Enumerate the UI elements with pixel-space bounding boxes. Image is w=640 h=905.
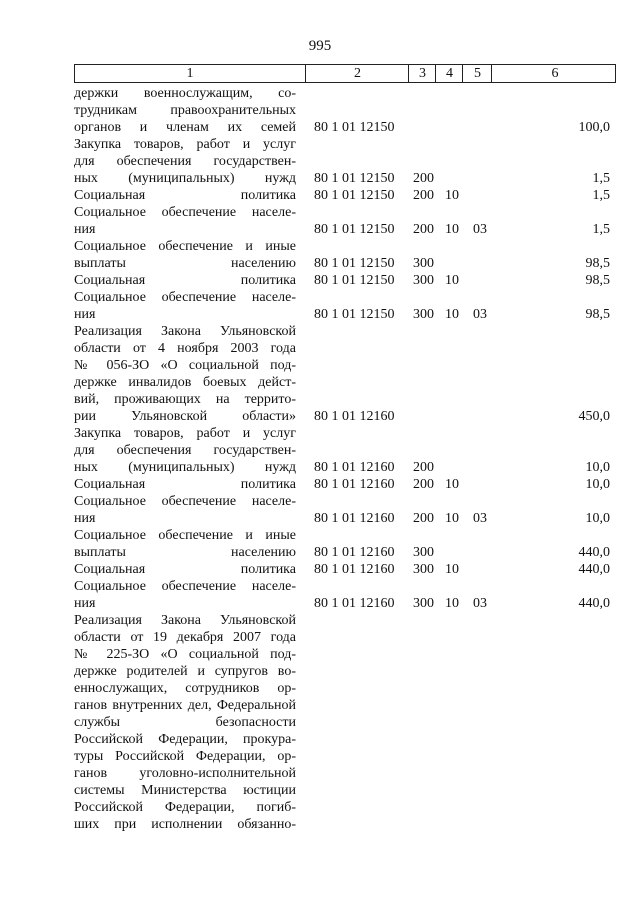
- row-code: 80 1 01 12150: [314, 256, 395, 271]
- row-section: 10: [445, 596, 459, 611]
- row-expense-type: 300: [413, 273, 434, 288]
- table-row: [74, 204, 616, 238]
- table-row: [74, 493, 616, 527]
- table-body: [74, 85, 616, 833]
- row-description: Социальная политика: [74, 477, 296, 492]
- row-section: 10: [445, 307, 459, 322]
- header-col-1: 1: [186, 66, 194, 81]
- row-description: Социальная политика: [74, 562, 296, 577]
- row-code: 80 1 01 12150: [314, 120, 395, 135]
- row-description: Закупка товаров, работ и услуг для обеспечения государствен- ных (муниципальных) нужд: [74, 426, 296, 475]
- table-header-row: [74, 64, 616, 83]
- row-code: 80 1 01 12150: [314, 171, 395, 186]
- row-subsection: 03: [473, 222, 487, 237]
- row-amount: 10,0: [585, 477, 610, 492]
- row-expense-type: 200: [413, 188, 434, 203]
- row-subsection: 03: [473, 511, 487, 526]
- row-description: Социальная политика: [74, 188, 296, 203]
- row-code: 80 1 01 12150: [314, 188, 395, 203]
- table-row: [74, 136, 616, 187]
- row-description: Социальное обеспечение населе- ния: [74, 205, 296, 237]
- row-amount: 10,0: [585, 511, 610, 526]
- row-description: Социальное обеспечение населе- ния: [74, 290, 296, 322]
- row-amount: 1,5: [592, 188, 610, 203]
- row-amount: 440,0: [578, 596, 610, 611]
- budget-table: [74, 64, 616, 832]
- row-amount: 98,5: [585, 273, 610, 288]
- table-row: [74, 527, 616, 561]
- row-code: 80 1 01 12160: [314, 596, 395, 611]
- row-description: держки военнослужащим, со- трудникам правоохранительных органов и членам их семей: [74, 86, 296, 135]
- table-row: [74, 187, 616, 204]
- row-expense-type: 300: [413, 307, 434, 322]
- row-expense-type: 300: [413, 256, 434, 271]
- row-description: Социальное обеспечение и иные выплаты населению: [74, 239, 296, 271]
- table-row: [74, 85, 616, 136]
- row-description: Закупка товаров, работ и услуг для обеспечения государствен- ных (муниципальных) нужд: [74, 137, 296, 186]
- row-code: 80 1 01 12160: [314, 477, 395, 492]
- row-amount: 440,0: [578, 562, 610, 577]
- row-code: 80 1 01 12160: [314, 460, 395, 475]
- row-subsection: 03: [473, 307, 487, 322]
- row-expense-type: 200: [413, 511, 434, 526]
- row-expense-type: 200: [413, 222, 434, 237]
- row-code: 80 1 01 12160: [314, 409, 395, 424]
- row-expense-type: 200: [413, 460, 434, 475]
- row-amount: 98,5: [585, 256, 610, 271]
- header-col-5: 5: [462, 65, 492, 82]
- row-amount: 1,5: [592, 171, 610, 186]
- table-row: [74, 289, 616, 323]
- row-expense-type: 300: [413, 562, 434, 577]
- row-amount: 1,5: [592, 222, 610, 237]
- row-description: Социальное обеспечение населе- ния: [74, 579, 296, 611]
- row-description: Социальная политика: [74, 273, 296, 288]
- row-amount: 10,0: [585, 460, 610, 475]
- row-code: 80 1 01 12160: [314, 511, 395, 526]
- row-subsection: 03: [473, 596, 487, 611]
- row-code: 80 1 01 12150: [314, 222, 395, 237]
- table-row: [74, 272, 616, 289]
- header-col-4: 4: [435, 65, 463, 82]
- row-description: Реализация Закона Ульяновской области от 19 декабря 2007 года № 225-ЗО «О социальной под- держке родителей и супругов во- еннослужащих, сотрудников ор- ганов внутренних дел, Федеральной службы безопасности Российской Федерации, прокура- туры Российской Федерации, ор- ганов уголовно-исполнительной системы Министерства юстиции Российской Федерации, погиб- ших при исполнении обязанно-: [74, 613, 296, 832]
- row-expense-type: 300: [413, 596, 434, 611]
- table-row: [74, 578, 616, 612]
- row-amount: 100,0: [578, 120, 610, 135]
- row-code: 80 1 01 12150: [314, 273, 395, 288]
- row-section: 10: [445, 222, 459, 237]
- row-code: 80 1 01 12160: [314, 545, 395, 560]
- header-col-2: 2: [305, 65, 409, 82]
- table-row: [74, 476, 616, 493]
- row-expense-type: 200: [413, 171, 434, 186]
- row-description: Социальное обеспечение и иные выплаты населению: [74, 528, 296, 560]
- row-section: 10: [445, 562, 459, 577]
- row-amount: 450,0: [578, 409, 610, 424]
- row-expense-type: 300: [413, 545, 434, 560]
- row-section: 10: [445, 273, 459, 288]
- table-row: [74, 238, 616, 272]
- row-code: 80 1 01 12160: [314, 562, 395, 577]
- row-section: 10: [445, 511, 459, 526]
- row-description: Реализация Закона Ульяновской области от 4 ноября 2003 года № 056-ЗО «О социальной под- держке инвалидов боевых дейст- вий, проживающих на террито- рии Ульяновской области»: [74, 324, 296, 424]
- row-expense-type: 200: [413, 477, 434, 492]
- row-code: 80 1 01 12150: [314, 307, 395, 322]
- page-number: 995: [308, 38, 332, 54]
- row-amount: 440,0: [578, 545, 610, 560]
- table-row: [74, 425, 616, 476]
- header-col-3: 3: [408, 65, 436, 82]
- row-amount: 98,5: [585, 307, 610, 322]
- row-section: 10: [445, 477, 459, 492]
- header-col-6: 6: [491, 65, 618, 82]
- row-section: 10: [445, 188, 459, 203]
- table-row: [74, 323, 616, 425]
- table-row: [74, 612, 616, 833]
- row-description: Социальное обеспечение населе- ния: [74, 494, 296, 526]
- table-row: [74, 561, 616, 578]
